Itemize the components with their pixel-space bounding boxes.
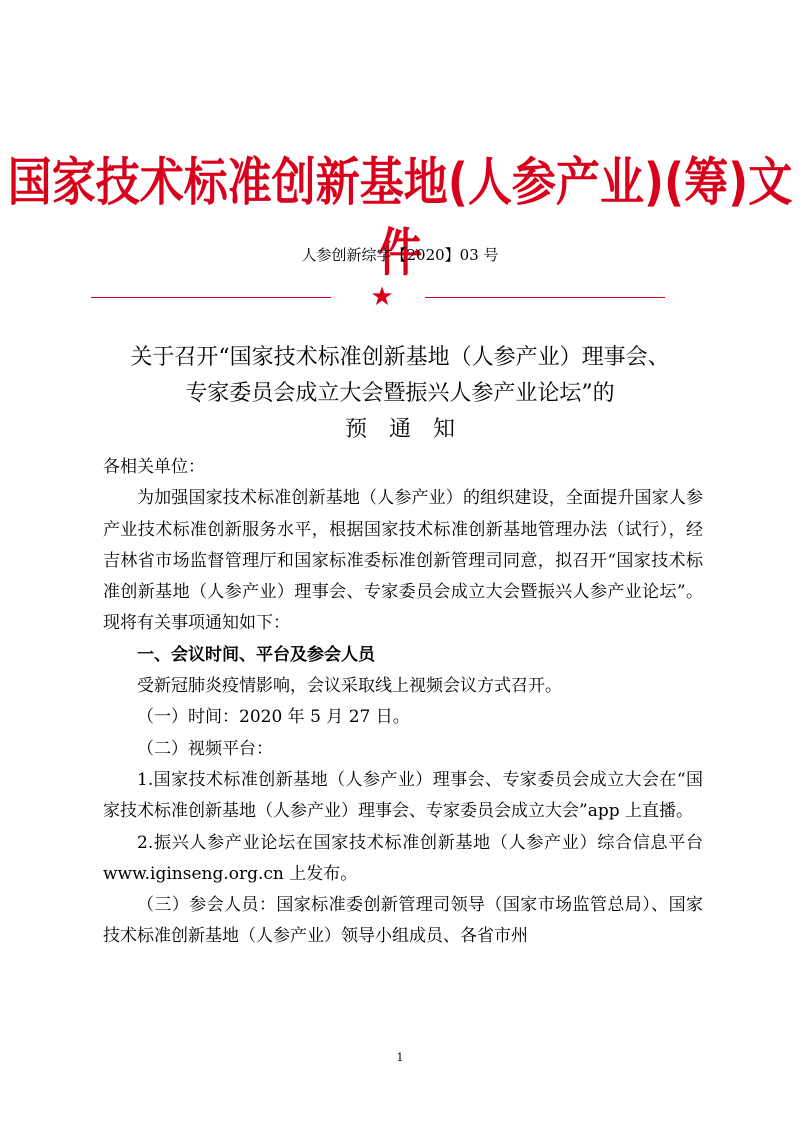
notice-title-line-1: 关于召开“国家技术标准创新基地（人参产业）理事会、 <box>130 345 670 370</box>
notice-title-line-2: 专家委员会成立大会暨振兴人参产业论坛”的 <box>185 381 615 406</box>
platform-item-1: 1.国家技术标准创新基地（人参产业）理事会、专家委员会成立大会在“国家技术标准创新基地（人参产业）理事会、专家委员会成立大会”app 上直播。 <box>103 769 703 822</box>
section-1-paragraph: 受新冠肺炎疫情影响，会议采取线上视频会议方式召开。 <box>137 676 562 697</box>
document-header-title: 国家技术标准创新基地(人参产业)(筹)文件 <box>7 152 793 284</box>
document-body <box>103 452 703 953</box>
star-icon: ★ <box>370 282 394 312</box>
divider-right-line <box>425 297 665 298</box>
intro-paragraph: 为加强国家技术标准创新基地（人参产业）的组织建设，全面提升国家人参产业技术标准创新服务水平，根据国家技术标准创新基地管理办法（试行），经吉林省市场监督管理厅和国家标准委标准创新管理司同意，拟召开“国家技术标准创新基地（人参产业）理事会、专家委员会成立大会暨振兴人参产业论坛”。现将有关事项通知如下： <box>103 488 703 634</box>
item-platform: （二）视频平台： <box>137 738 273 759</box>
divider-left-line <box>91 297 331 298</box>
salutation: 各相关单位： <box>103 457 205 477</box>
notice-title-line-3: 预通知 <box>344 417 477 442</box>
item-time: （一）时间：2020 年 5 月 27 日。 <box>137 707 410 728</box>
document-number: 人参创新综字【2020】03 号 <box>301 246 499 264</box>
platform-item-2: 2.振兴人参产业论坛在国家技术标准创新基地（人参产业）综合信息平台 www.iginseng.org.cn 上发布。 <box>103 832 703 884</box>
section-1-heading: 一、会议时间、平台及参会人员 <box>137 644 375 665</box>
notice-title <box>0 340 800 448</box>
page-number: 1 <box>396 1051 404 1064</box>
item-attendees: （三）参会人员：国家标准委创新管理司领导（国家市场监管总局）、国家技术标准创新基地（人参产业）领导小组成员、各省市州 <box>103 895 703 947</box>
